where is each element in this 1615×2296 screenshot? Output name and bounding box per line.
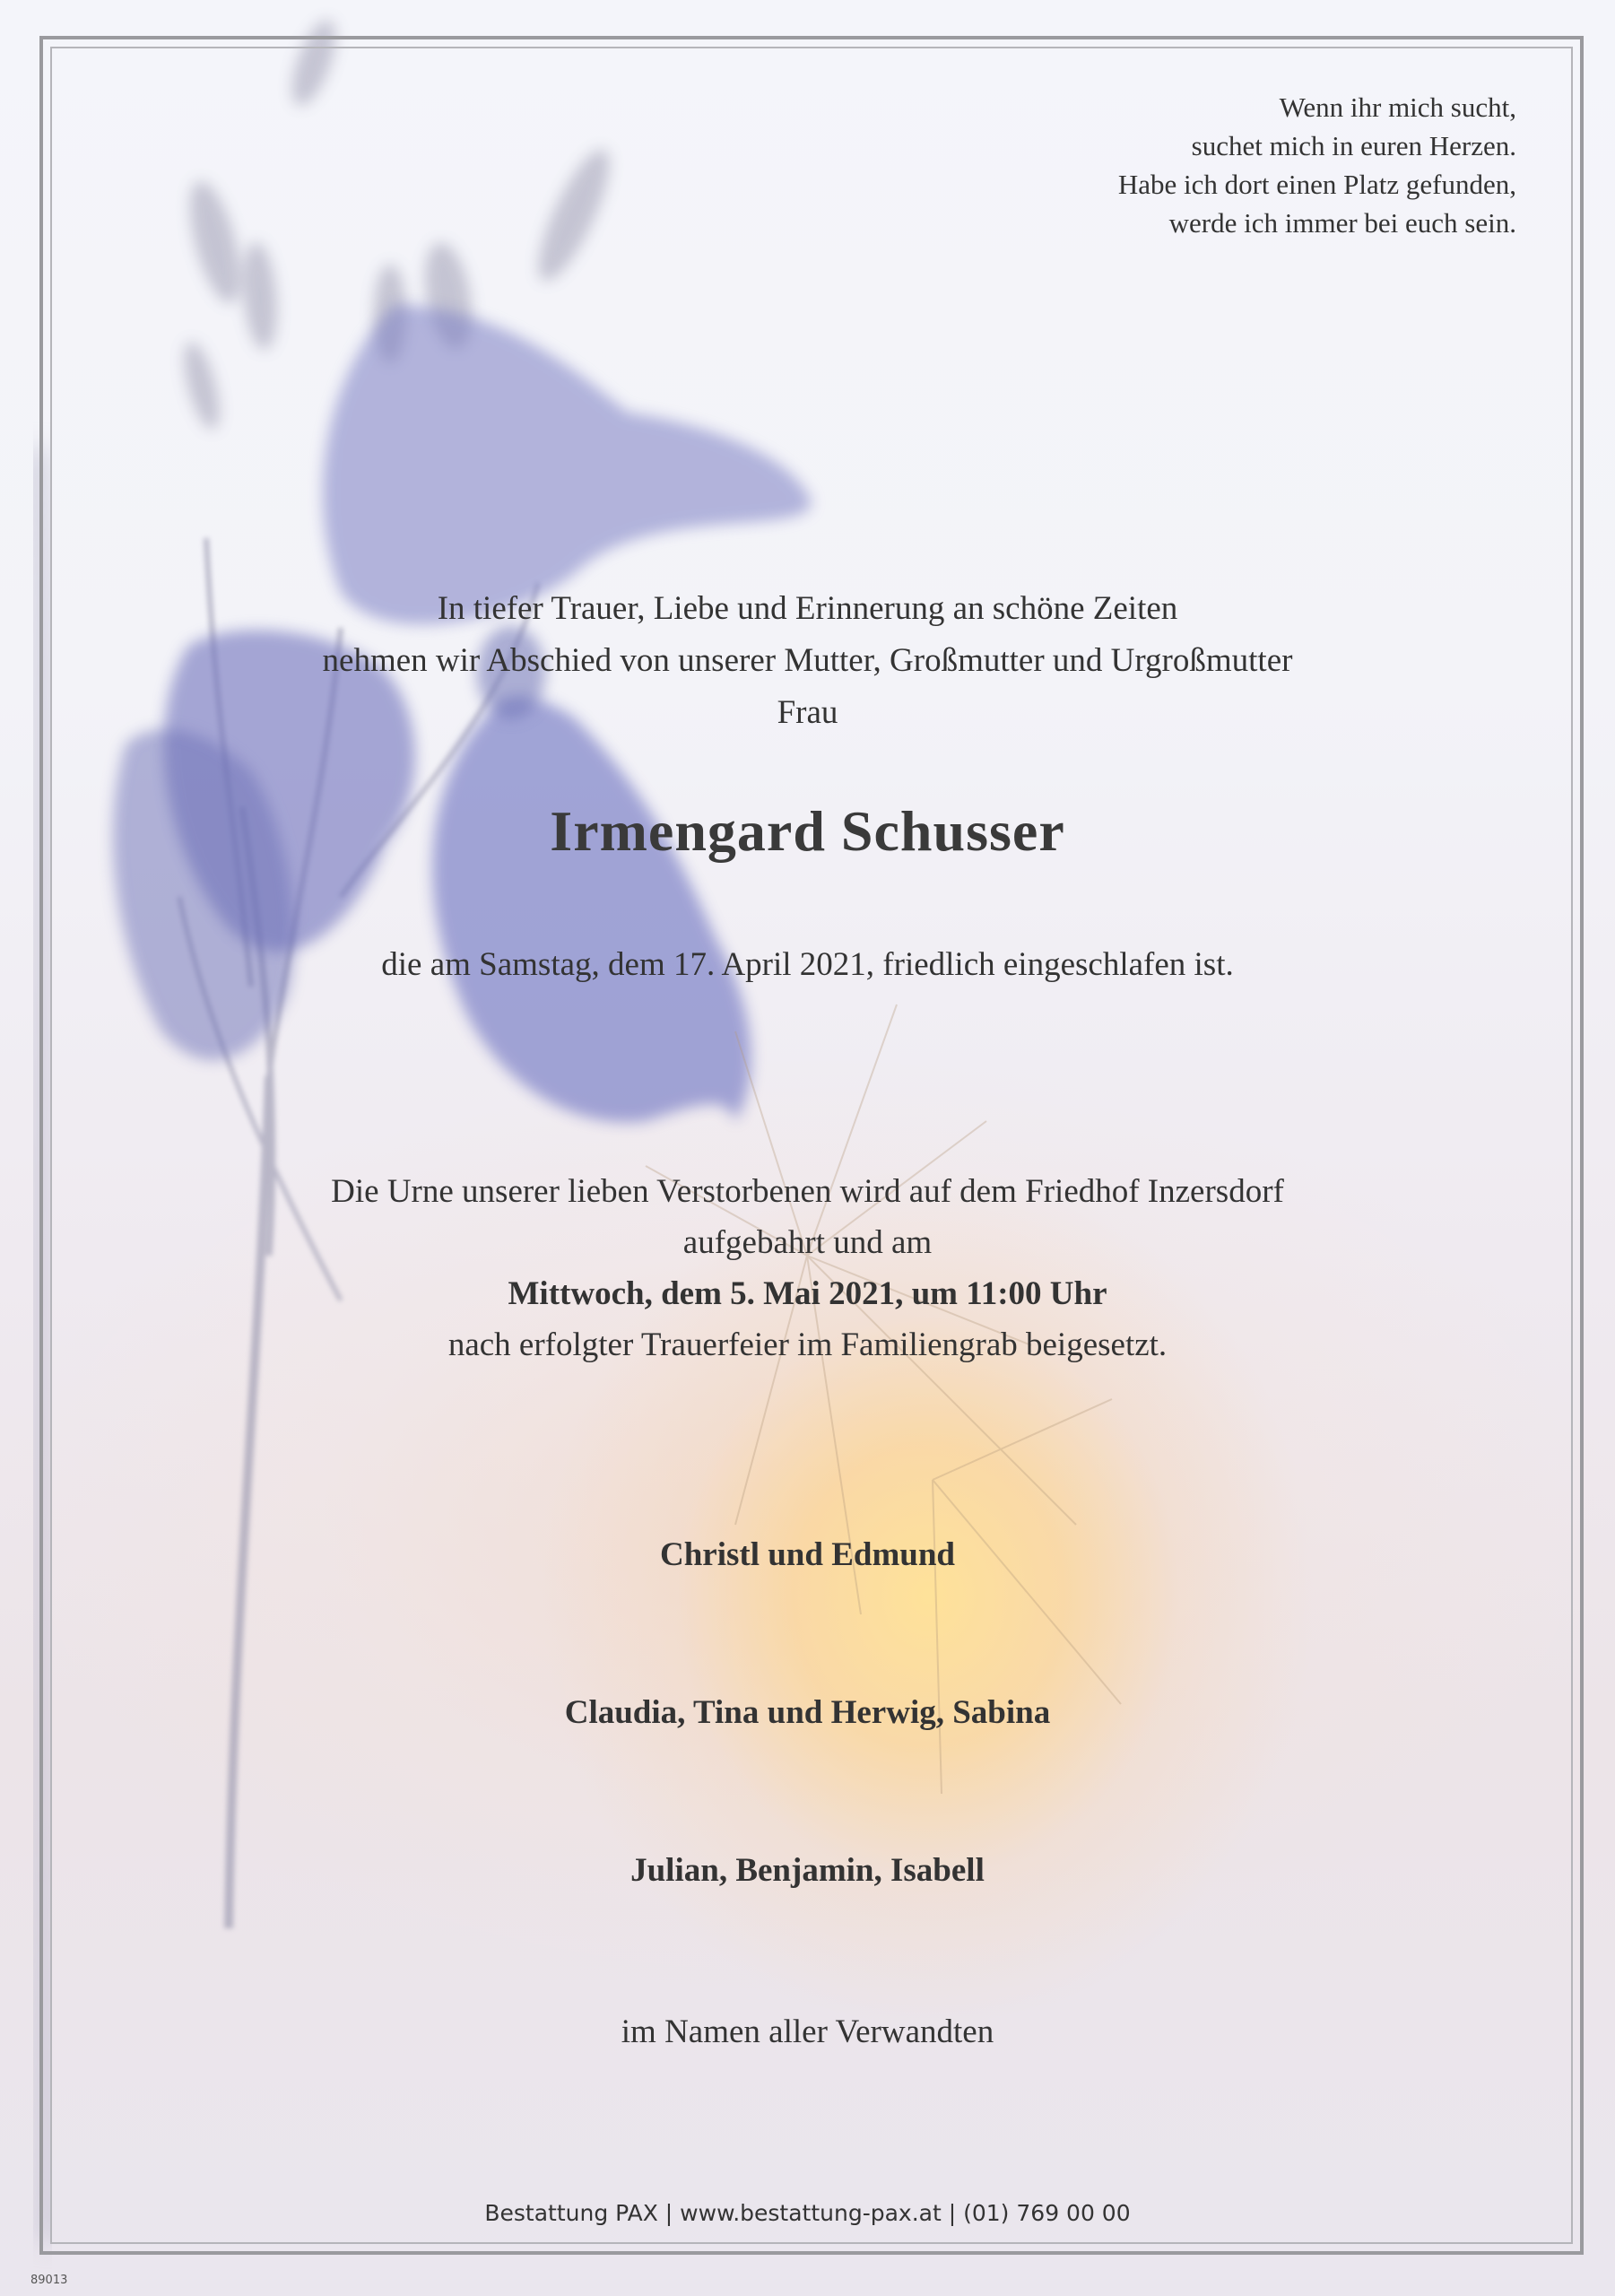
closing-line: im Namen aller Verwandten (621, 2013, 994, 2050)
burial-line-2: aufgebahrt und am (682, 1224, 933, 1261)
intro-line-3: Frau (777, 694, 838, 731)
deceased-name: Irmengard Schusser (550, 799, 1065, 863)
mourner-group: Christl und Edmund (659, 1536, 956, 1573)
funeral-home-footer: Bestattung PAX | www.bestattung-pax.at | (01) 769 00 00 (484, 2200, 1131, 2226)
burial-date: Mittwoch, dem 5. Mai 2021, um 11:00 Uhr (508, 1275, 1107, 1312)
poem (799, 88, 1516, 242)
mourner-group: Julian, Benjamin, Isabell (630, 1852, 985, 1889)
intro-text (0, 583, 1615, 739)
burial-details (0, 1166, 1615, 1370)
burial-line-4: nach erfolgter Trauerfeier im Familiengrab beigesetzt. (447, 1326, 1168, 1363)
inner-frame-border (50, 47, 1573, 2244)
poem-line: werde ich immer bei euch sein. (1168, 207, 1516, 239)
burial-line-1: Die Urne unserer lieben Verstorbenen wird auf dem Friedhof Inzersdorf (331, 1173, 1284, 1210)
intro-line-1: In tiefer Trauer, Liebe und Erinnerung an schöne Zeiten (437, 590, 1178, 627)
mourner-group: Claudia, Tina und Herwig, Sabina (564, 1694, 1051, 1731)
document-code: 89013 (30, 2274, 68, 2287)
intro-line-2: nehmen wir Abschied von unserer Mutter, Großmutter und Urgroßmutter (322, 642, 1293, 679)
poem-line: Habe ich dort einen Platz gefunden, (1117, 169, 1516, 200)
poem-line: Wenn ihr mich sucht, (1279, 91, 1516, 123)
death-notice: die am Samstag, dem 17. April 2021, friedlich eingeschlafen ist. (381, 946, 1234, 983)
poem-line: suchet mich in euren Herzen. (1191, 130, 1516, 161)
